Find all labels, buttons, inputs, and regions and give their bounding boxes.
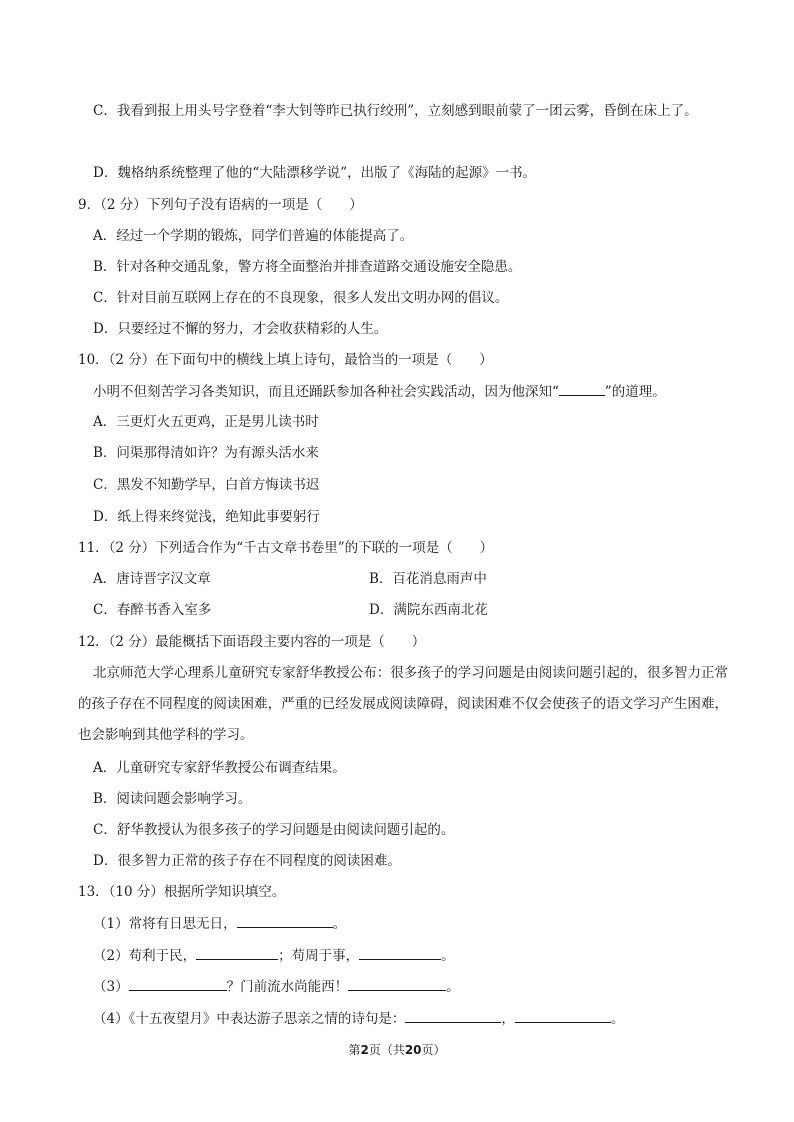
q13-item-2-pre: （2）苟利于民， — [93, 948, 197, 964]
q11-option-c: C．春醉书香入室多 — [93, 602, 212, 618]
footer-pre: 第 — [348, 1043, 361, 1057]
q13-item-2-post: 。 — [441, 948, 455, 964]
q13-item-3-pre: （3） — [93, 979, 129, 995]
footer-total-pages: 20 — [404, 1043, 422, 1057]
q9-option-d: D．只要经过不懈的努力，才会收获精彩的人生。 — [93, 321, 388, 337]
q10-option-b: B．问渠那得清如许？为有源头活水来 — [93, 445, 319, 461]
footer-post: 页） — [421, 1043, 446, 1057]
q11-stem: 11．（2 分）下列适合作为“千古文章书卷里”的下联的一项是（ ） — [78, 540, 494, 556]
q12-option-c: C．舒华教授认为很多孩子的学习问题是由阅读问题引起的。 — [93, 822, 455, 838]
q9-option-b: B．针对各种交通乱象，警方将全面整治并排查道路交通设施安全隐患。 — [93, 259, 522, 275]
q13-item-2-blank-1[interactable] — [196, 945, 278, 960]
q13-item-4-pre: （4）《十五夜望月》中表达游子思亲之情的诗句是： — [93, 1011, 406, 1027]
q13-item-3-mid: ？门前流水尚能西！ — [226, 979, 349, 995]
q13-item-4-blank-1[interactable] — [405, 1008, 501, 1023]
q12-stem: 12．（2 分）最能概括下面语段主要内容的一项是（ ） — [78, 634, 426, 650]
q10-option-d: D．纸上得来终觉浅，绝知此事要躬行 — [93, 509, 320, 525]
q9-option-c: C．针对目前互联网上存在的不良现象，很多人发出文明办网的倡议。 — [93, 290, 509, 306]
q8-option-d: D．魏格纳系统整理了他的“大陆漂移学说”，出版了《海陆的起源》一书。 — [93, 165, 537, 181]
q12-option-b: B．阅读问题会影响学习。 — [93, 791, 252, 807]
q13-item-1-pre: （1）常将有日思无日， — [93, 916, 237, 932]
q13-item-4-post: 。 — [610, 1011, 625, 1027]
q13-item-4-mid: ， — [501, 1011, 515, 1027]
q13-item-3-post: 。 — [446, 979, 460, 995]
q12-option-d: D．很多智力正常的孩子存在不同程度的阅读困难。 — [93, 853, 401, 869]
q10-passage — [93, 381, 666, 402]
footer-mid: 页（共 — [368, 1043, 405, 1057]
q11-option-a: A．唐诗晋字汉文章 — [93, 571, 211, 587]
q13-item-1-post: 。 — [332, 916, 347, 932]
q13-item-2 — [93, 945, 455, 966]
q12-passage-text: 北京师范大学心理系儿童研究专家舒华教授公布：很多孩子的学习问题是由阅读问题引起的，很多智力正常的孩子存在不同程度的阅读困难，严重的已经发展成阅读障碍，阅读困难不仅会使孩子的语文学习产生困难，也会影响到其他学科的学习。 — [78, 665, 728, 743]
q13-item-3 — [93, 976, 460, 997]
q9-stem: 9．（2 分）下列句子没有语病的一项是（ ） — [78, 197, 363, 213]
q13-item-4 — [93, 1008, 624, 1029]
q10-option-a: A．三更灯火五更鸡，正是男儿读书时 — [93, 414, 319, 430]
footer-page-number: 2 — [360, 1043, 369, 1057]
q8-option-c: C．我看到报上用头号字登着“李大钊等昨已执行绞刑”，立刻感到眼前蒙了一团云雾，昏倒在床上了。 — [93, 103, 698, 119]
q12-option-a: A．儿童研究专家舒华教授公布调查结果。 — [93, 760, 346, 776]
q13-item-2-mid: ；苟周于事， — [278, 948, 360, 964]
q10-option-c: C．黑发不知勤学早，白首方悔读书迟 — [93, 477, 320, 493]
q10-stem: 10．（2 分）在下面句中的横线上填上诗句，最恰当的一项是（ ） — [78, 352, 493, 368]
q11-option-b: B．百花消息雨声中 — [369, 571, 487, 587]
q13-stem: 13．（10 分）根据所学知识填空。 — [78, 884, 286, 900]
q9-option-a: A．经过一个学期的锻炼，同学们普遍的体能提高了。 — [93, 228, 414, 244]
q13-item-2-blank-2[interactable] — [359, 945, 441, 960]
page-footer — [0, 1041, 794, 1058]
q13-item-1-blank[interactable] — [237, 913, 333, 928]
q13-item-1 — [93, 913, 346, 934]
q13-item-3-blank-2[interactable] — [348, 976, 446, 991]
q10-passage-pre: 小明不但刻苦学习各类知识，而且还踊跃参加各种社会实践活动，因为他深知“ — [93, 384, 559, 400]
q13-item-4-blank-2[interactable] — [515, 1008, 611, 1023]
q11-option-d: D．满院东西南北花 — [369, 602, 488, 618]
q13-item-3-blank-1[interactable] — [129, 976, 227, 991]
q12-passage — [78, 658, 728, 751]
q10-answer-blank[interactable] — [559, 381, 605, 396]
q10-passage-post: ”的道理。 — [604, 384, 666, 400]
